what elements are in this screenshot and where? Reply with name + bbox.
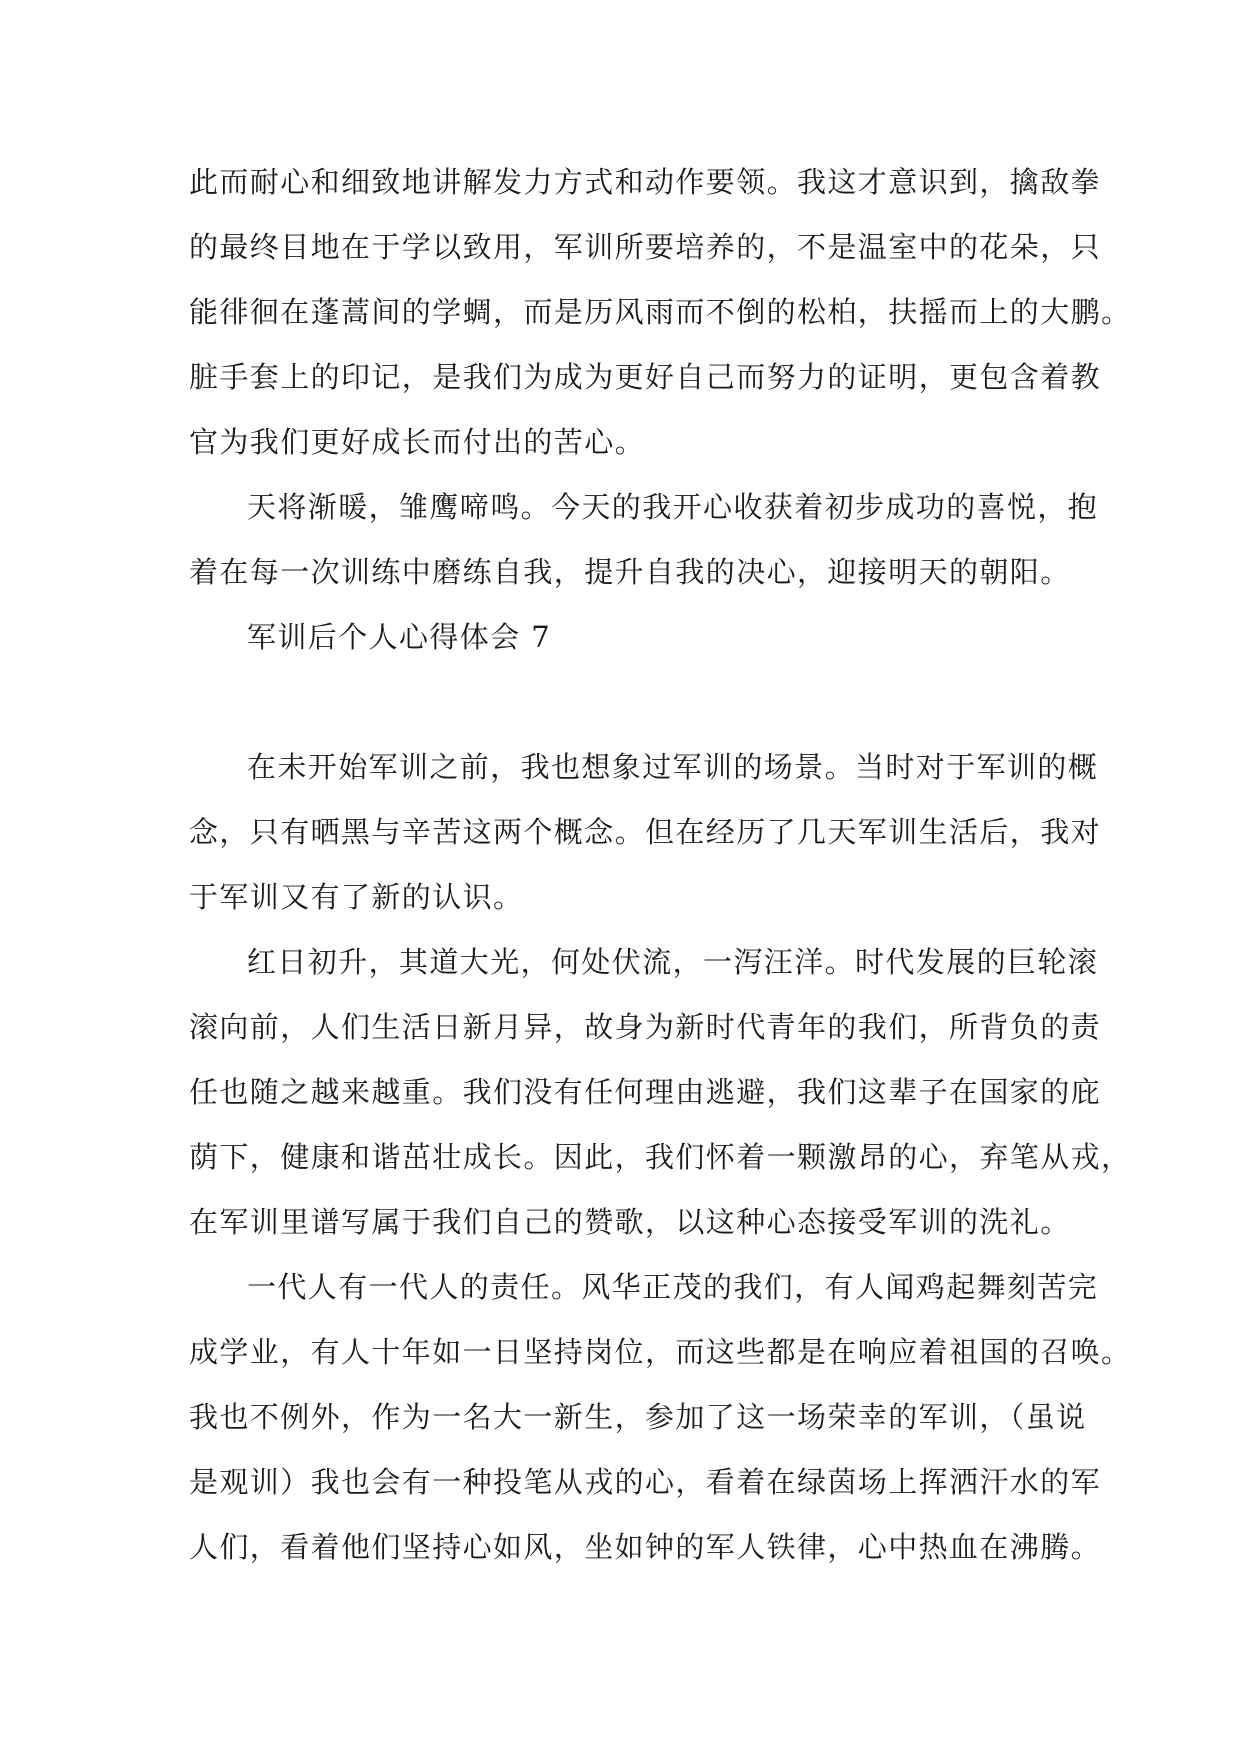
paragraph bbox=[189, 745, 1102, 940]
text-line: 红日初升，其道大光，何处伏流，一泻汪洋。时代发展的巨轮滚 bbox=[247, 945, 1099, 979]
text-line: 念，只有晒黑与辛苦这两个概念。但在经历了几天军训生活后，我对 bbox=[189, 815, 1102, 849]
paragraph bbox=[189, 160, 1132, 485]
text-line: 一代人有一代人的责任。风华正茂的我们，有人闻鸡起舞刻苦完 bbox=[247, 1270, 1099, 1304]
text-line: 是观训）我也会有一种投笔从戎的心，看着在绿茵场上挥洒汗水的军 bbox=[189, 1465, 1102, 1499]
text-line: 任也随之越来越重。我们没有任何理由逃避，我们这辈子在国家的庇 bbox=[189, 1075, 1102, 1109]
text-line: 天将渐暖，雏鹰啼鸣。今天的我开心收获着初步成功的喜悦，抱 bbox=[247, 490, 1099, 524]
heading-line: 军训后个人心得体会 7 bbox=[247, 620, 552, 654]
text-line: 我也不例外，作为一名大一新生，参加了这一场荣幸的军训，（虽说 bbox=[189, 1400, 1087, 1434]
paragraph bbox=[189, 485, 1099, 615]
text-line: 官为我们更好成长而付出的苦心。 bbox=[189, 425, 646, 459]
text-line: 的最终目地在于学以致用，军训所要培养的，不是温室中的花朵，只 bbox=[189, 230, 1102, 264]
blank-line bbox=[189, 680, 1069, 745]
text-line: 脏手套上的印记，是我们为成为更好自己而努力的证明，更包含着教 bbox=[189, 360, 1102, 394]
section-heading bbox=[189, 615, 1069, 680]
text-line: 成学业，有人十年如一日坚持岗位，而这些都是在响应着祖国的召唤。 bbox=[189, 1335, 1132, 1369]
text-line: 此而耐心和细致地讲解发力方式和动作要领。我这才意识到，擒敌拳 bbox=[189, 165, 1102, 199]
text-line: 着在每一次训练中磨练自我，提升自我的决心，迎接明天的朝阳。 bbox=[189, 555, 1071, 589]
text-line: 滚向前，人们生活日新月异，故身为新时代青年的我们，所背负的责 bbox=[189, 1010, 1102, 1044]
paragraph bbox=[189, 940, 1132, 1265]
text-line: 能徘徊在蓬蒿间的学蜩，而是历风雨而不倒的松柏，扶摇而上的大鹏。 bbox=[189, 295, 1132, 329]
text-line: 在未开始军训之前，我也想象过军训的场景。当时对于军训的概 bbox=[247, 750, 1099, 784]
text-line: 于军训又有了新的认识。 bbox=[189, 880, 524, 914]
text-line: 人们，看着他们坚持心如风，坐如钟的军人铁律，心中热血在沸腾。 bbox=[189, 1530, 1102, 1564]
text-line: 在军训里谱写属于我们自己的赞歌，以这种心态接受军训的洗礼。 bbox=[189, 1205, 1071, 1239]
document-page bbox=[189, 160, 1132, 1590]
text-line: 荫下，健康和谐茁壮成长。因此，我们怀着一颗激昂的心，弃笔从戎， bbox=[189, 1140, 1132, 1174]
paragraph bbox=[189, 1265, 1132, 1590]
